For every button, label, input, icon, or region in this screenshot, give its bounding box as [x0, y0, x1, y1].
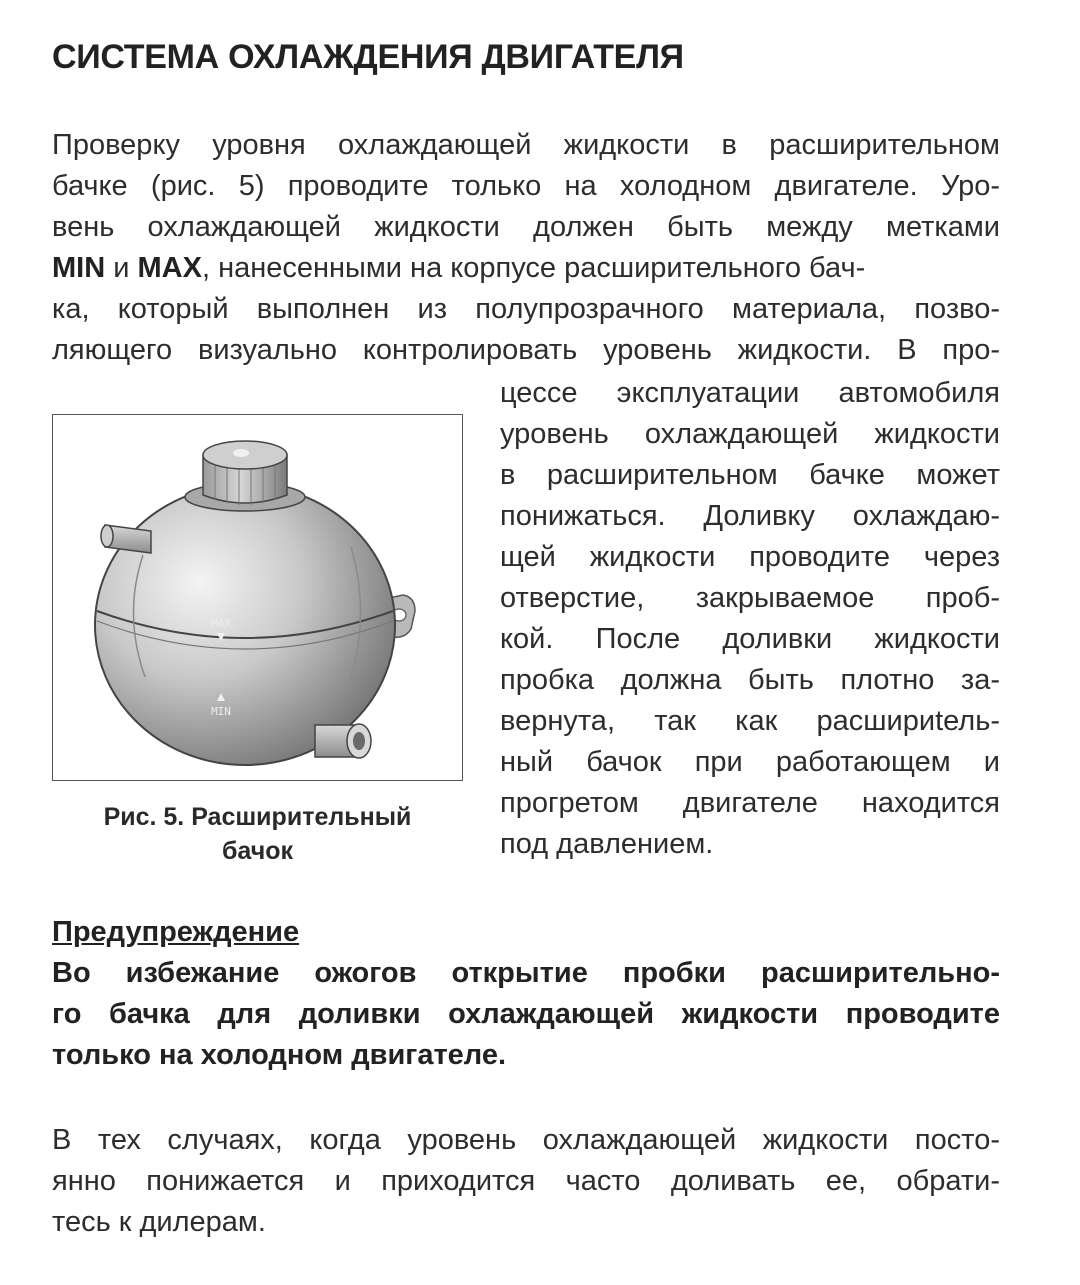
warning-heading: Предупреждение: [52, 916, 300, 948]
intro-line-3: вень охлаждающей жидкости должен быть между метками: [52, 211, 1000, 243]
caption-line-1: Рис. 5. Расширительный: [103, 803, 412, 831]
closing-line-1: В тех случаях, когда уровень охлаждающей жидкости посто-: [52, 1124, 1000, 1156]
side-line: пробка должна быть плотно за-: [500, 664, 1000, 696]
side-line: прогретом двигателе находится: [500, 787, 1000, 819]
side-line: в расширительном бачке может: [500, 459, 1000, 491]
intro-line-2: бачке (рис. 5) проводите только на холодном двигателе. Уро-: [52, 170, 1000, 202]
warning-line-3: только на холодном двигателе.: [52, 1039, 507, 1071]
page-title: СИСТЕМА ОХЛАЖДЕНИЯ ДВИГАТЕЛЯ: [52, 38, 684, 76]
side-line: кой. После доливки жидкости: [500, 623, 1000, 655]
side-line: вернута, так как расшириtель-: [500, 705, 1000, 737]
warning-line-1: Во избежание ожогов открытие пробки расширительно-: [52, 957, 1000, 989]
closing-line-2: янно понижается и приходится часто доливать ее, обрати-: [52, 1165, 1000, 1197]
and-word: и: [113, 252, 130, 284]
min-mark-label: MIN: [52, 252, 106, 284]
cap-highlight: [233, 449, 249, 457]
outlet-pipe-opening: [353, 732, 365, 750]
side-line: щей жидкости проводите через: [500, 541, 1000, 573]
intro-line-4: [52, 248, 1000, 289]
side-line: понижаться. Доливку охлаждаю-: [500, 500, 1000, 532]
side-line: ный бачок при работающем и: [500, 746, 1000, 778]
side-line: под давлением.: [500, 828, 714, 860]
inlet-pipe-end: [101, 525, 113, 547]
figure-caption: [52, 800, 463, 868]
figure-frame: [52, 414, 463, 781]
intro-line-6: ляющего визуально контролировать уровень жидкости. В про-: [52, 334, 1000, 366]
warning-line-2: го бачка для доливки охлаждающей жидкости проводите: [52, 998, 1000, 1030]
max-mark-label: MAX: [137, 252, 202, 284]
side-line: отверстие, закрываемое проб-: [500, 582, 1000, 614]
side-line: уровень охлаждающей жидкости: [500, 418, 1000, 450]
expansion-tank-illustration: [53, 415, 464, 782]
intro-line-5: ка, который выполнен из полупрозрачного материала, позво-: [52, 293, 1000, 325]
max-label: MAX: [211, 617, 231, 630]
min-label: MIN: [211, 705, 231, 718]
closing-line-3: тесь к дилерам.: [52, 1206, 266, 1238]
caption-line-2: бачок: [221, 837, 294, 865]
side-line: цессе эксплуатации автомобиля: [500, 377, 1000, 409]
intro-line-1: Проверку уровня охлаждающей жидкости в расширительном: [52, 129, 1000, 161]
intro-line-4-rest: , нанесенными на корпусе расширительного бач-: [201, 252, 866, 284]
